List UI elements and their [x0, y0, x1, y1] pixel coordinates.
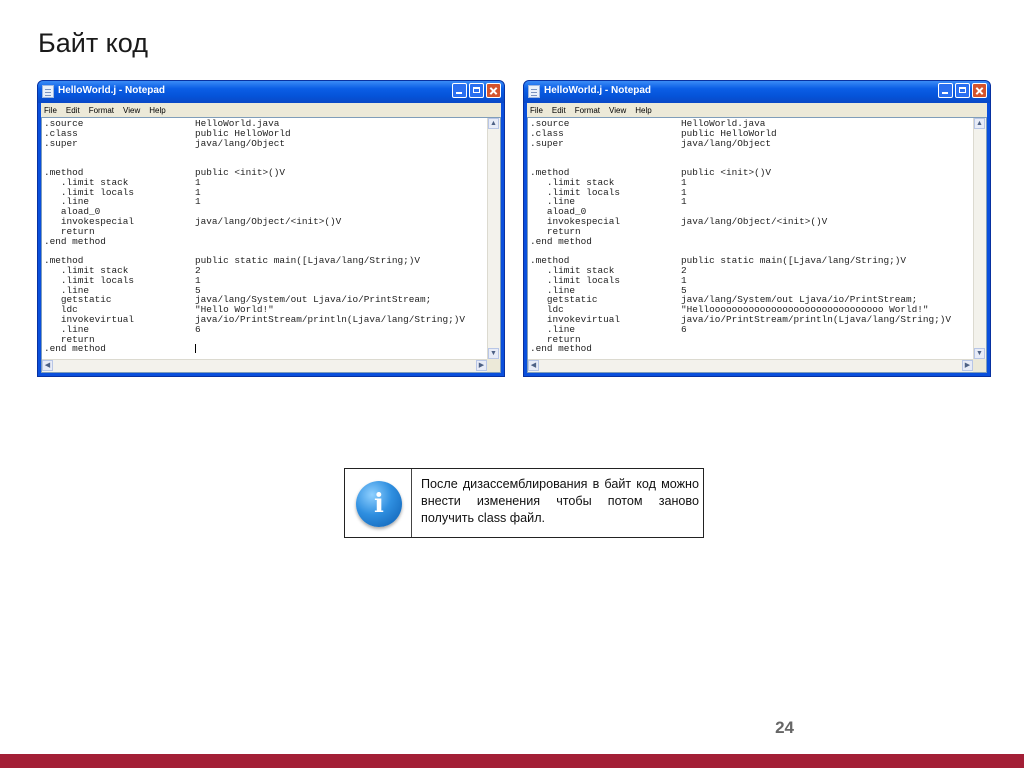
menu-help[interactable]: Help — [149, 105, 166, 115]
code-instruction: .method — [530, 255, 570, 267]
code-line — [530, 335, 972, 345]
vertical-scrollbar[interactable] — [487, 118, 500, 359]
code-operand: HelloWorld.java — [681, 119, 766, 129]
menu-bar — [527, 103, 987, 117]
code-instruction: .limit locals — [530, 186, 621, 198]
code-instruction: return — [530, 225, 581, 237]
code-operand: 6 — [681, 323, 687, 335]
code-line — [44, 197, 486, 207]
code-operand: "Hello World!" — [195, 304, 274, 316]
code-operand: java/lang/System/out Ljava/io/PrintStream; — [681, 294, 918, 306]
menu-edit[interactable]: Edit — [551, 105, 566, 115]
code-instruction: .end method — [530, 235, 592, 247]
code-operand: 1 — [195, 196, 201, 208]
code-instruction: getstatic — [44, 294, 112, 306]
code-instruction: .limit locals — [44, 274, 135, 286]
menu-help[interactable]: Help — [635, 105, 652, 115]
scroll-down-arrow-icon[interactable]: ▼ — [488, 348, 499, 359]
code-operand: 1 — [195, 186, 201, 198]
scrollbar-corner — [973, 359, 986, 372]
code-instruction: .line — [530, 284, 576, 296]
page-number: 24 — [775, 718, 794, 737]
notepad-window-modified — [523, 80, 991, 377]
code-operand: 6 — [195, 323, 201, 335]
close-button[interactable] — [972, 83, 987, 98]
code-operand: 1 — [681, 196, 687, 208]
vertical-scrollbar[interactable] — [973, 118, 986, 359]
slide-title: Байт код — [38, 28, 148, 58]
info-text: После дизассемблирования в байт код можно внести изменения чтобы потом заново получить class файл. — [421, 477, 699, 525]
code-operand: java/io/PrintStream/println(Ljava/lang/String;)V — [195, 313, 466, 325]
window-title: HelloWorld.j - Notepad — [544, 85, 652, 96]
maximize-button[interactable] — [469, 83, 484, 98]
code-instruction: .end method — [44, 343, 106, 355]
code-operand: 1 — [195, 274, 201, 286]
code-line — [530, 325, 972, 335]
menu-file[interactable]: File — [44, 105, 57, 115]
code-line — [530, 315, 972, 325]
code-instruction: aload_0 — [44, 206, 101, 218]
scroll-right-arrow-icon[interactable]: ▶ — [476, 360, 487, 371]
code-line — [44, 139, 486, 149]
code-instruction: .super — [530, 137, 564, 149]
code-line — [530, 148, 972, 158]
code-operand: public <init>()V — [681, 166, 772, 178]
code-instruction: .limit stack — [44, 264, 129, 276]
code-instruction: return — [44, 333, 95, 345]
scroll-left-arrow-icon[interactable]: ◀ — [528, 360, 539, 371]
horizontal-scrollbar[interactable] — [42, 359, 487, 372]
code-line — [44, 335, 486, 345]
code-operand: java/lang/Object — [195, 137, 286, 149]
scroll-right-arrow-icon[interactable]: ▶ — [962, 360, 973, 371]
code-instruction: .limit stack — [530, 176, 615, 188]
code-operand: 5 — [681, 284, 687, 296]
code-instruction: .line — [44, 323, 90, 335]
scroll-up-arrow-icon[interactable]: ▲ — [974, 118, 985, 129]
menu-file[interactable]: File — [530, 105, 543, 115]
info-icon-cell — [345, 469, 412, 537]
menu-format[interactable]: Format — [574, 105, 601, 115]
code-line — [44, 148, 486, 158]
code-line — [44, 237, 486, 247]
code-instruction: .limit locals — [530, 274, 621, 286]
code-instruction: .method — [44, 255, 84, 267]
horizontal-scrollbar[interactable] — [528, 359, 973, 372]
code-operand: java/lang/Object/<init>()V — [681, 215, 828, 227]
code-operand: java/io/PrintStream/println(Ljava/lang/String;)V — [681, 313, 952, 325]
code-line — [530, 227, 972, 237]
info-icon: i — [356, 481, 402, 527]
code-operand: "Hellooooooooooooooooooooooooooooooo World!" — [681, 304, 929, 316]
code-operand: 1 — [681, 274, 687, 286]
code-instruction: invokevirtual — [44, 313, 135, 325]
menu-bar — [41, 103, 501, 117]
menu-format[interactable]: Format — [88, 105, 115, 115]
code-area[interactable] — [530, 119, 972, 358]
text-editor[interactable] — [41, 117, 501, 373]
scroll-up-arrow-icon[interactable]: ▲ — [488, 118, 499, 129]
code-instruction: .super — [44, 137, 78, 149]
menu-view[interactable]: View — [123, 105, 141, 115]
code-instruction: .class — [530, 127, 564, 139]
code-instruction: .line — [530, 196, 576, 208]
code-instruction: .source — [44, 119, 84, 129]
code-instruction: .limit stack — [44, 176, 129, 188]
title-bar[interactable] — [524, 81, 990, 103]
code-operand: java/lang/System/out Ljava/io/PrintStream; — [195, 294, 432, 306]
code-line — [530, 188, 972, 198]
code-instruction: .method — [530, 166, 570, 178]
code-instruction: invokespecial — [44, 215, 135, 227]
code-operand: public HelloWorld — [195, 127, 291, 139]
code-instruction: .line — [530, 323, 576, 335]
title-bar[interactable] — [38, 81, 504, 103]
code-instruction: invokevirtual — [530, 313, 621, 325]
code-instruction: .end method — [44, 235, 106, 247]
close-button[interactable] — [486, 83, 501, 98]
code-line — [44, 227, 486, 237]
code-operand: java/lang/Object/<init>()V — [195, 215, 342, 227]
code-line — [44, 344, 486, 354]
footer-accent-bar — [0, 754, 1024, 768]
text-cursor — [195, 344, 196, 353]
code-operand: 1 — [681, 186, 687, 198]
menu-view[interactable]: View — [609, 105, 627, 115]
code-operand: 1 — [681, 176, 687, 188]
code-line — [530, 276, 972, 286]
info-callout — [344, 468, 704, 538]
code-operand: 2 — [195, 264, 201, 276]
code-line — [44, 325, 486, 335]
code-line — [530, 197, 972, 207]
code-line — [530, 139, 972, 149]
code-instruction: .limit locals — [44, 186, 135, 198]
code-operand: public HelloWorld — [681, 127, 777, 139]
code-operand: public static main([Ljava/lang/String;)V — [195, 255, 421, 267]
scroll-down-arrow-icon[interactable]: ▼ — [974, 348, 985, 359]
code-operand: HelloWorld.java — [195, 119, 280, 129]
code-line — [530, 237, 972, 247]
menu-edit[interactable]: Edit — [65, 105, 80, 115]
code-instruction: .method — [44, 166, 84, 178]
notepad-icon — [42, 85, 54, 98]
code-instruction: invokespecial — [530, 215, 621, 227]
code-instruction: .line — [44, 284, 90, 296]
code-line — [44, 188, 486, 198]
code-line — [530, 217, 972, 227]
code-operand: java/lang/Object — [681, 137, 772, 149]
code-instruction: .end method — [530, 343, 592, 355]
code-instruction: ldc — [530, 304, 564, 316]
minimize-button[interactable] — [452, 83, 467, 98]
maximize-button[interactable] — [955, 83, 970, 98]
code-instruction: .limit stack — [530, 264, 615, 276]
code-instruction: .source — [530, 119, 570, 129]
notepad-icon — [528, 85, 540, 98]
minimize-button[interactable] — [938, 83, 953, 98]
code-operand: 2 — [681, 264, 687, 276]
code-line — [44, 315, 486, 325]
text-editor[interactable] — [527, 117, 987, 373]
code-instruction: return — [530, 333, 581, 345]
code-operand: public static main([Ljava/lang/String;)V — [681, 255, 907, 267]
code-instruction: return — [44, 225, 95, 237]
code-instruction: aload_0 — [530, 206, 587, 218]
code-line — [530, 344, 972, 354]
code-instruction: .line — [44, 196, 90, 208]
scrollbar-corner — [487, 359, 500, 372]
code-instruction: getstatic — [530, 294, 598, 306]
code-line — [44, 217, 486, 227]
scroll-left-arrow-icon[interactable]: ◀ — [42, 360, 53, 371]
code-instruction: .class — [44, 127, 78, 139]
notepad-window-original — [37, 80, 505, 377]
code-line — [44, 276, 486, 286]
code-area[interactable] — [44, 119, 486, 358]
code-operand: 1 — [195, 176, 201, 188]
window-title: HelloWorld.j - Notepad — [58, 85, 166, 96]
code-operand: 5 — [195, 284, 201, 296]
code-instruction: ldc — [44, 304, 78, 316]
code-operand: public <init>()V — [195, 166, 286, 178]
